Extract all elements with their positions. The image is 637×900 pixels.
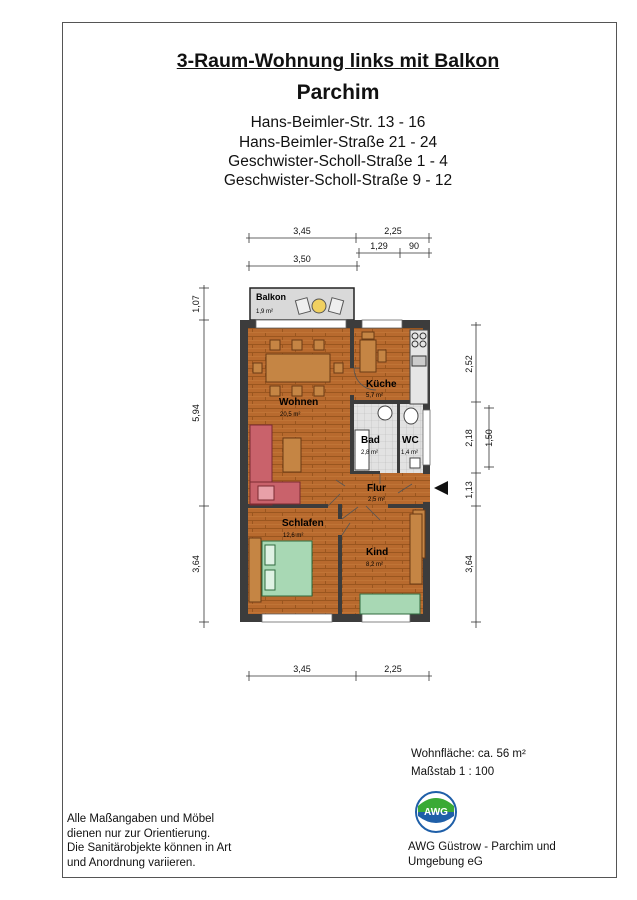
entrance-arrow-icon: [434, 481, 448, 495]
wohnflaeche: Wohnfläche: ca. 56 m²: [411, 748, 526, 760]
dimension-label: 3,50: [293, 254, 311, 264]
chair: [292, 340, 302, 350]
dimension-label: 2,18: [464, 429, 474, 447]
room-area-bad: 2,8 m²: [361, 450, 379, 456]
logo-text: AWG: [424, 807, 448, 818]
chair: [270, 386, 280, 396]
interior-wall: [388, 504, 423, 508]
room-label-flur: Flur: [367, 483, 386, 494]
city-title: Parchim: [296, 81, 380, 104]
chair: [334, 363, 343, 373]
room-label-kind: Kind: [366, 547, 389, 558]
room-area-kind: 8,2 m²: [366, 562, 384, 568]
chair: [292, 386, 302, 396]
room-area-wohnen: 20,5 m²: [280, 412, 301, 418]
interior-wall: [397, 404, 400, 473]
room-label-wohnen: Wohnen: [279, 397, 319, 408]
dimension-label: 1,07: [191, 295, 201, 313]
kitchen-table: [360, 340, 376, 372]
window: [423, 410, 430, 465]
disclaimer-line: und Anordnung variieren.: [67, 856, 196, 869]
wc-basin: [410, 458, 420, 468]
room-label-kueche: Küche: [366, 379, 397, 390]
company-line: Umgebung eG: [408, 856, 483, 868]
page-title: 3-Raum-Wohnung links mit Balkon: [176, 50, 500, 72]
coffee-table: [283, 438, 301, 472]
floor-flur: [353, 473, 423, 506]
interior-wall: [338, 535, 342, 615]
room-area-flur: 2,5 m²: [368, 497, 386, 503]
room-label-bad: Bad: [361, 435, 380, 446]
room-area-schlafen: 12,6 m²: [283, 533, 304, 539]
dimension-label: 2,25: [384, 664, 402, 674]
massstab: Maßstab 1 : 100: [411, 766, 495, 778]
pillow: [265, 545, 275, 565]
company-name: [408, 840, 556, 870]
chair: [378, 350, 386, 362]
single-bed: [360, 594, 420, 614]
wardrobe: [410, 514, 422, 584]
chair: [270, 340, 280, 350]
chair: [362, 332, 374, 339]
washbasin: [378, 406, 392, 420]
dimension-label: 3,64: [191, 555, 201, 573]
dimension-label: 5,94: [191, 404, 201, 422]
dimension-label: 3,45: [293, 226, 311, 236]
interior-wall: [350, 328, 354, 368]
dimension-label: 90: [408, 241, 420, 251]
interior-wall: [338, 504, 342, 519]
disclaimer-line: Die Sanitärobjekte können in Art: [67, 842, 232, 854]
dining-table: [266, 354, 330, 382]
disclaimer-line: Alle Maßangaben und Möbel: [67, 813, 215, 825]
kitchen-sink: [412, 356, 426, 366]
chair: [314, 386, 324, 396]
dimension-label: 3,45: [293, 664, 311, 674]
dimension-label: 1,13: [464, 481, 474, 499]
window: [262, 614, 332, 622]
window: [256, 320, 346, 328]
address-line: Hans-Beimler-Str. 13 - 16: [250, 114, 426, 131]
interior-wall: [350, 471, 380, 474]
pillow: [265, 570, 275, 590]
address-line: Hans-Beimler-Straße 21 - 24: [238, 134, 438, 151]
address-line: Geschwister-Scholl-Straße 9 - 12: [223, 172, 453, 189]
window: [362, 614, 410, 622]
toilet: [404, 408, 418, 424]
room-label-wc: WC: [402, 435, 419, 446]
room-area-balkon: 1,9 m²: [256, 309, 274, 315]
company-line: AWG Güstrow - Parchim und: [408, 841, 556, 853]
room-label-schlafen: Schlafen: [282, 518, 324, 529]
interior-wall: [350, 395, 354, 473]
window: [362, 320, 402, 328]
cushion: [258, 486, 274, 500]
room-label-balkon: Balkon: [256, 292, 287, 302]
dimension-label: 1,29: [370, 241, 388, 251]
nightstand: [249, 538, 261, 602]
dimension-label: 3,64: [464, 555, 474, 573]
room-area-kueche: 5,7 m²: [366, 393, 384, 399]
balcony-table: [312, 299, 326, 313]
room-area-wc: 1,4 m²: [401, 450, 419, 456]
disclaimer: [67, 812, 231, 870]
awg-logo: [416, 792, 456, 832]
entry-door: [423, 474, 430, 502]
disclaimer-line: dienen nur zur Orientierung.: [67, 827, 211, 840]
chair: [314, 340, 324, 350]
dimension-label: 2,25: [384, 226, 402, 236]
dimension-label: 2,52: [464, 355, 474, 373]
address-line: Geschwister-Scholl-Straße 1 - 4: [228, 153, 448, 170]
chair: [253, 363, 262, 373]
kitchen-counter: [410, 330, 428, 404]
dimension-label: 1,50: [484, 429, 494, 447]
